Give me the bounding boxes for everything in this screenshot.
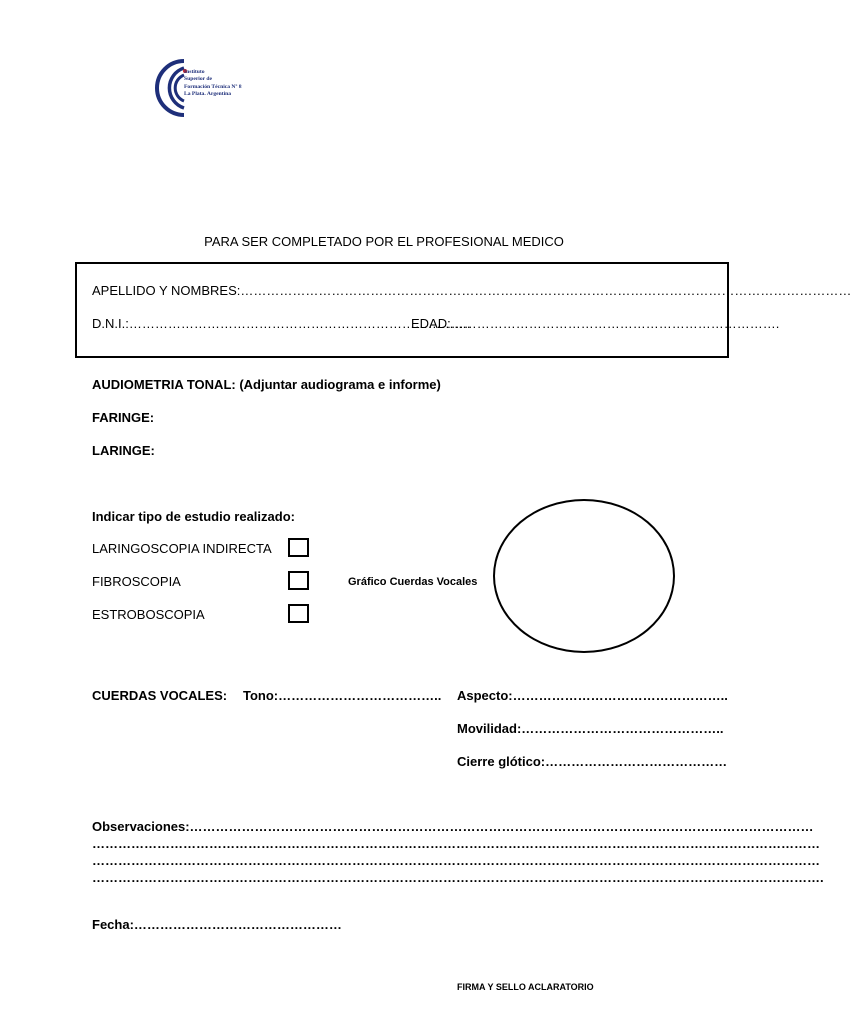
logo-line: Superior de	[184, 76, 213, 83]
fecha-field[interactable]: Fecha:…………………………………………	[92, 917, 342, 932]
vocal-cords-label: CUERDAS VOCALES:	[92, 688, 228, 703]
movilidad-field[interactable]: Movilidad:………………………………………..	[457, 721, 724, 736]
logo-line: La Plata. Argentina	[184, 91, 232, 98]
estroboscopia-checkbox[interactable]	[288, 604, 309, 623]
study-heading: Indicar tipo de estudio realizado:	[92, 509, 295, 524]
logo-line: Instituto	[184, 69, 205, 75]
option-fibroscopia-label: FIBROSCOPIA	[92, 574, 181, 589]
faringe-label: FARINGE:	[92, 410, 155, 425]
institute-logo	[148, 58, 258, 118]
age-field[interactable]: EDAD:………………………………………………………………….	[411, 316, 780, 331]
logo-text	[184, 69, 242, 99]
cierre-glotico-field[interactable]: Cierre glótico:……………………………………	[457, 754, 728, 769]
vocal-cords-drawing-area[interactable]	[493, 499, 675, 653]
option-estroboscopia-label: ESTROBOSCOPIA	[92, 607, 205, 622]
aspecto-field[interactable]: Aspecto:…………………………………………..	[457, 688, 728, 703]
observaciones-line[interactable]: ……………………………………………………………………………………………………………………………………………………	[92, 853, 820, 868]
fibroscopia-checkbox[interactable]	[288, 571, 309, 590]
form-title: PARA SER COMPLETADO POR EL PROFESIONAL MEDICO	[204, 234, 564, 249]
audiometria-label: AUDIOMETRIA TONAL: (Adjuntar audiograma e informe)	[92, 377, 441, 392]
laringe-label: LARINGE:	[92, 443, 155, 458]
tono-field[interactable]: Tono:………………………………..	[243, 688, 442, 703]
laringoscopia-checkbox[interactable]	[288, 538, 309, 557]
observaciones-line[interactable]: ……………………………………………………………………………………………………………………………………………………	[92, 836, 820, 851]
observaciones-field[interactable]: Observaciones:………………………………………………………………………………………………………………………………	[92, 819, 814, 834]
name-field[interactable]: APELLIDO Y NOMBRES:……………………………………………………………………………………………………………………………	[92, 283, 851, 298]
option-laringoscopia-label: LARINGOSCOPIA INDIRECTA	[92, 541, 272, 556]
observaciones-line[interactable]: …………………………………………………………………………………………………………………………………………………….	[92, 870, 824, 885]
dni-field[interactable]: D.N.I.:…………………………………………………………………….	[92, 316, 471, 331]
patient-data-box	[75, 262, 729, 358]
graphic-label: Gráfico Cuerdas Vocales	[348, 576, 478, 588]
signature-label: FIRMA Y SELLO ACLARATORIO	[457, 982, 594, 992]
logo-arcs-icon	[148, 58, 188, 118]
logo-line: Formación Técnica Nº 8	[184, 83, 242, 90]
